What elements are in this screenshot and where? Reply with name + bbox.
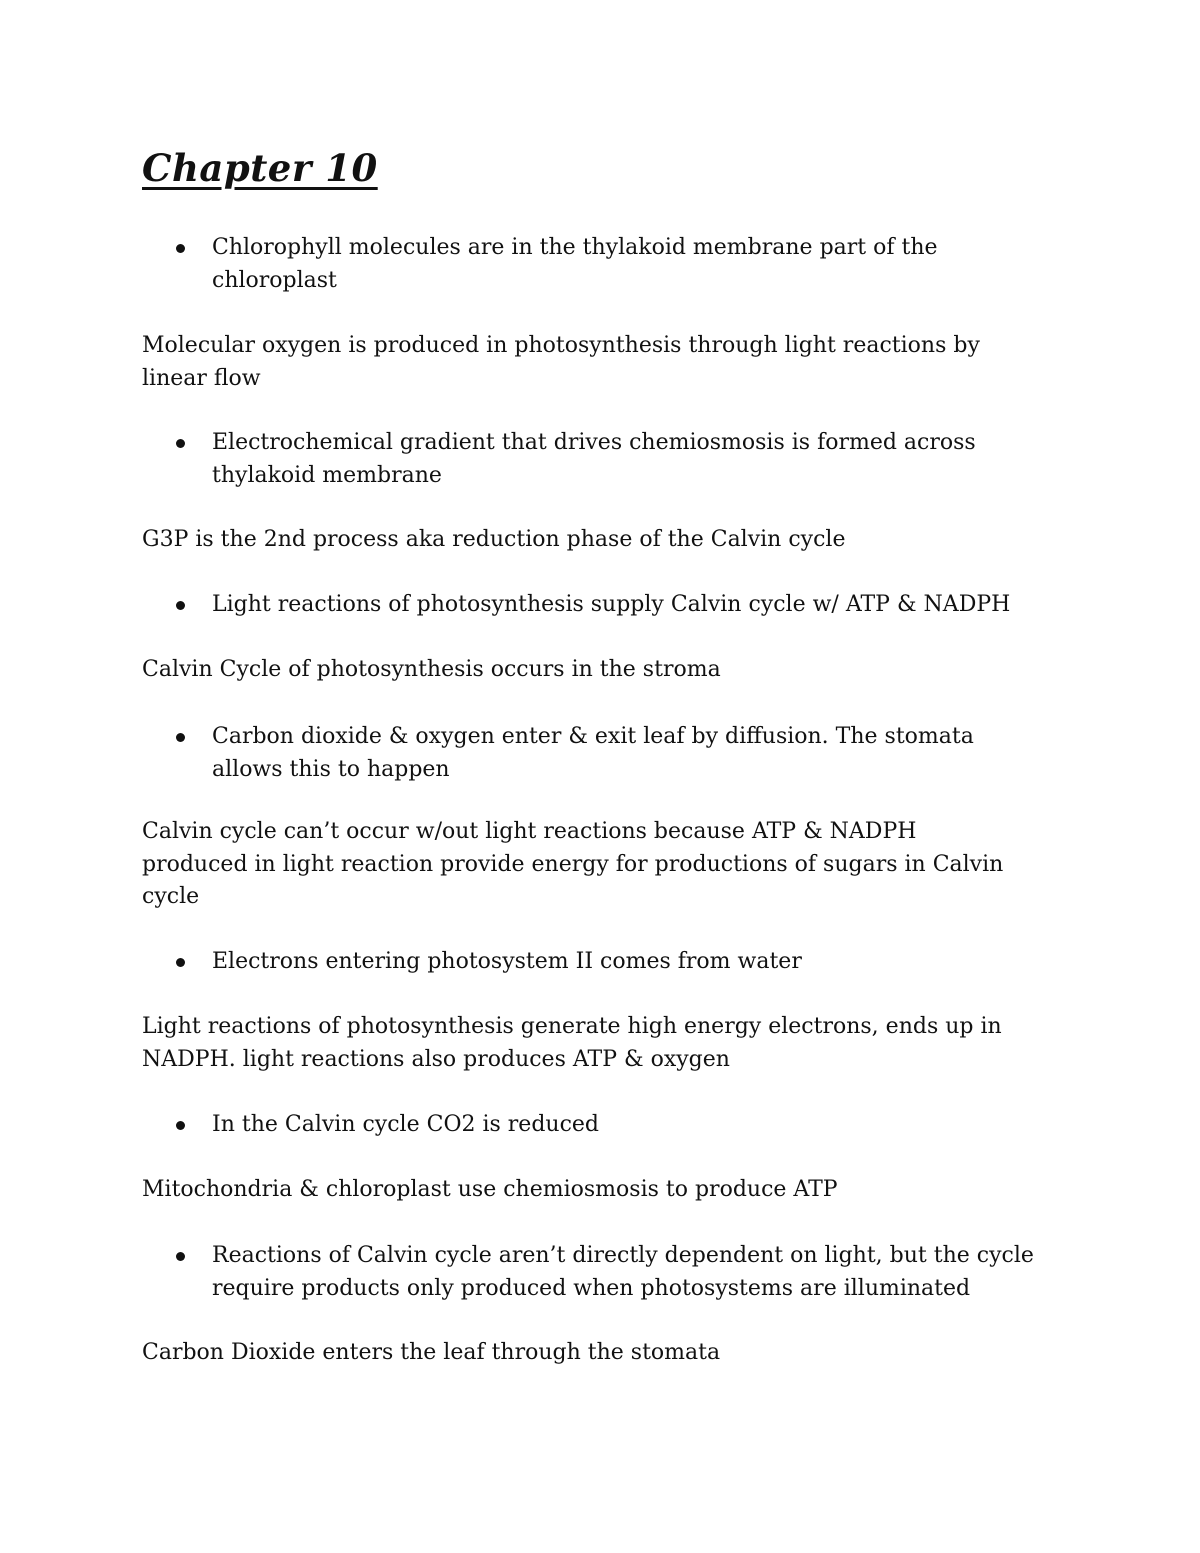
text-line: In the Calvin cycle CO2 is reduced xyxy=(212,1112,599,1137)
bullet-item xyxy=(212,946,802,979)
bullet-dot-icon xyxy=(176,733,185,742)
text-line: NADPH. light reactions also produces ATP & oxygen xyxy=(142,1046,730,1072)
text-line: thylakoid membrane xyxy=(212,462,442,488)
text-line: Chlorophyll molecules are in the thylakoid membrane part of the xyxy=(212,235,938,260)
text-line: linear flow xyxy=(142,365,261,391)
bullet-dot-icon xyxy=(176,601,185,610)
text-line: require products only produced when photosystems are illuminated xyxy=(212,1275,971,1301)
bullet-dot-icon xyxy=(176,958,185,967)
text-line: Calvin cycle can’t occur w/out light reactions because ATP & NADPH xyxy=(142,819,917,844)
text-line: allows this to happen xyxy=(212,756,450,782)
note-paragraph xyxy=(142,816,1003,914)
bullet-dot-icon xyxy=(176,439,185,448)
note-paragraph xyxy=(142,1337,720,1370)
text-line: Calvin Cycle of photosynthesis occurs in the stroma xyxy=(142,657,721,682)
text-line: produced in light reaction provide energy for productions of sugars in Calvin xyxy=(142,851,1004,877)
bullet-dot-icon xyxy=(176,244,185,253)
bullet-item xyxy=(212,1109,599,1142)
text-line: Electrons entering photosystem II comes from water xyxy=(212,949,802,974)
text-line: Reactions of Calvin cycle aren’t directly dependent on light, but the cycle xyxy=(212,1243,1034,1268)
bullet-item xyxy=(212,721,974,786)
chapter-title: Chapter 10 xyxy=(142,146,378,190)
bullet-item xyxy=(212,427,976,492)
bullet-item xyxy=(212,232,938,297)
text-line: Molecular oxygen is produced in photosynthesis through light reactions by xyxy=(142,333,980,358)
bullet-item xyxy=(212,1240,1034,1305)
note-paragraph xyxy=(142,1174,838,1207)
text-line: chloroplast xyxy=(212,267,337,293)
note-paragraph xyxy=(142,1011,1002,1076)
note-paragraph xyxy=(142,524,845,557)
text-line: Mitochondria & chloroplast use chemiosmosis to produce ATP xyxy=(142,1177,838,1202)
text-line: Carbon Dioxide enters the leaf through the stomata xyxy=(142,1340,721,1365)
bullet-dot-icon xyxy=(176,1121,185,1130)
bullet-dot-icon xyxy=(176,1252,185,1261)
text-line: Carbon dioxide & oxygen enter & exit leaf by diffusion. The stomata xyxy=(212,724,974,749)
text-line: G3P is the 2nd process aka reduction phase of the Calvin cycle xyxy=(142,527,846,552)
note-paragraph xyxy=(142,330,980,395)
bullet-item xyxy=(212,589,1010,622)
text-line: Light reactions of photosynthesis generate high energy electrons, ends up in xyxy=(142,1014,1002,1039)
note-paragraph xyxy=(142,654,721,687)
text-line: cycle xyxy=(142,884,200,909)
text-line: Electrochemical gradient that drives chemiosmosis is formed across xyxy=(212,430,976,455)
text-line: Light reactions of photosynthesis supply Calvin cycle w/ ATP & NADPH xyxy=(212,592,1011,617)
